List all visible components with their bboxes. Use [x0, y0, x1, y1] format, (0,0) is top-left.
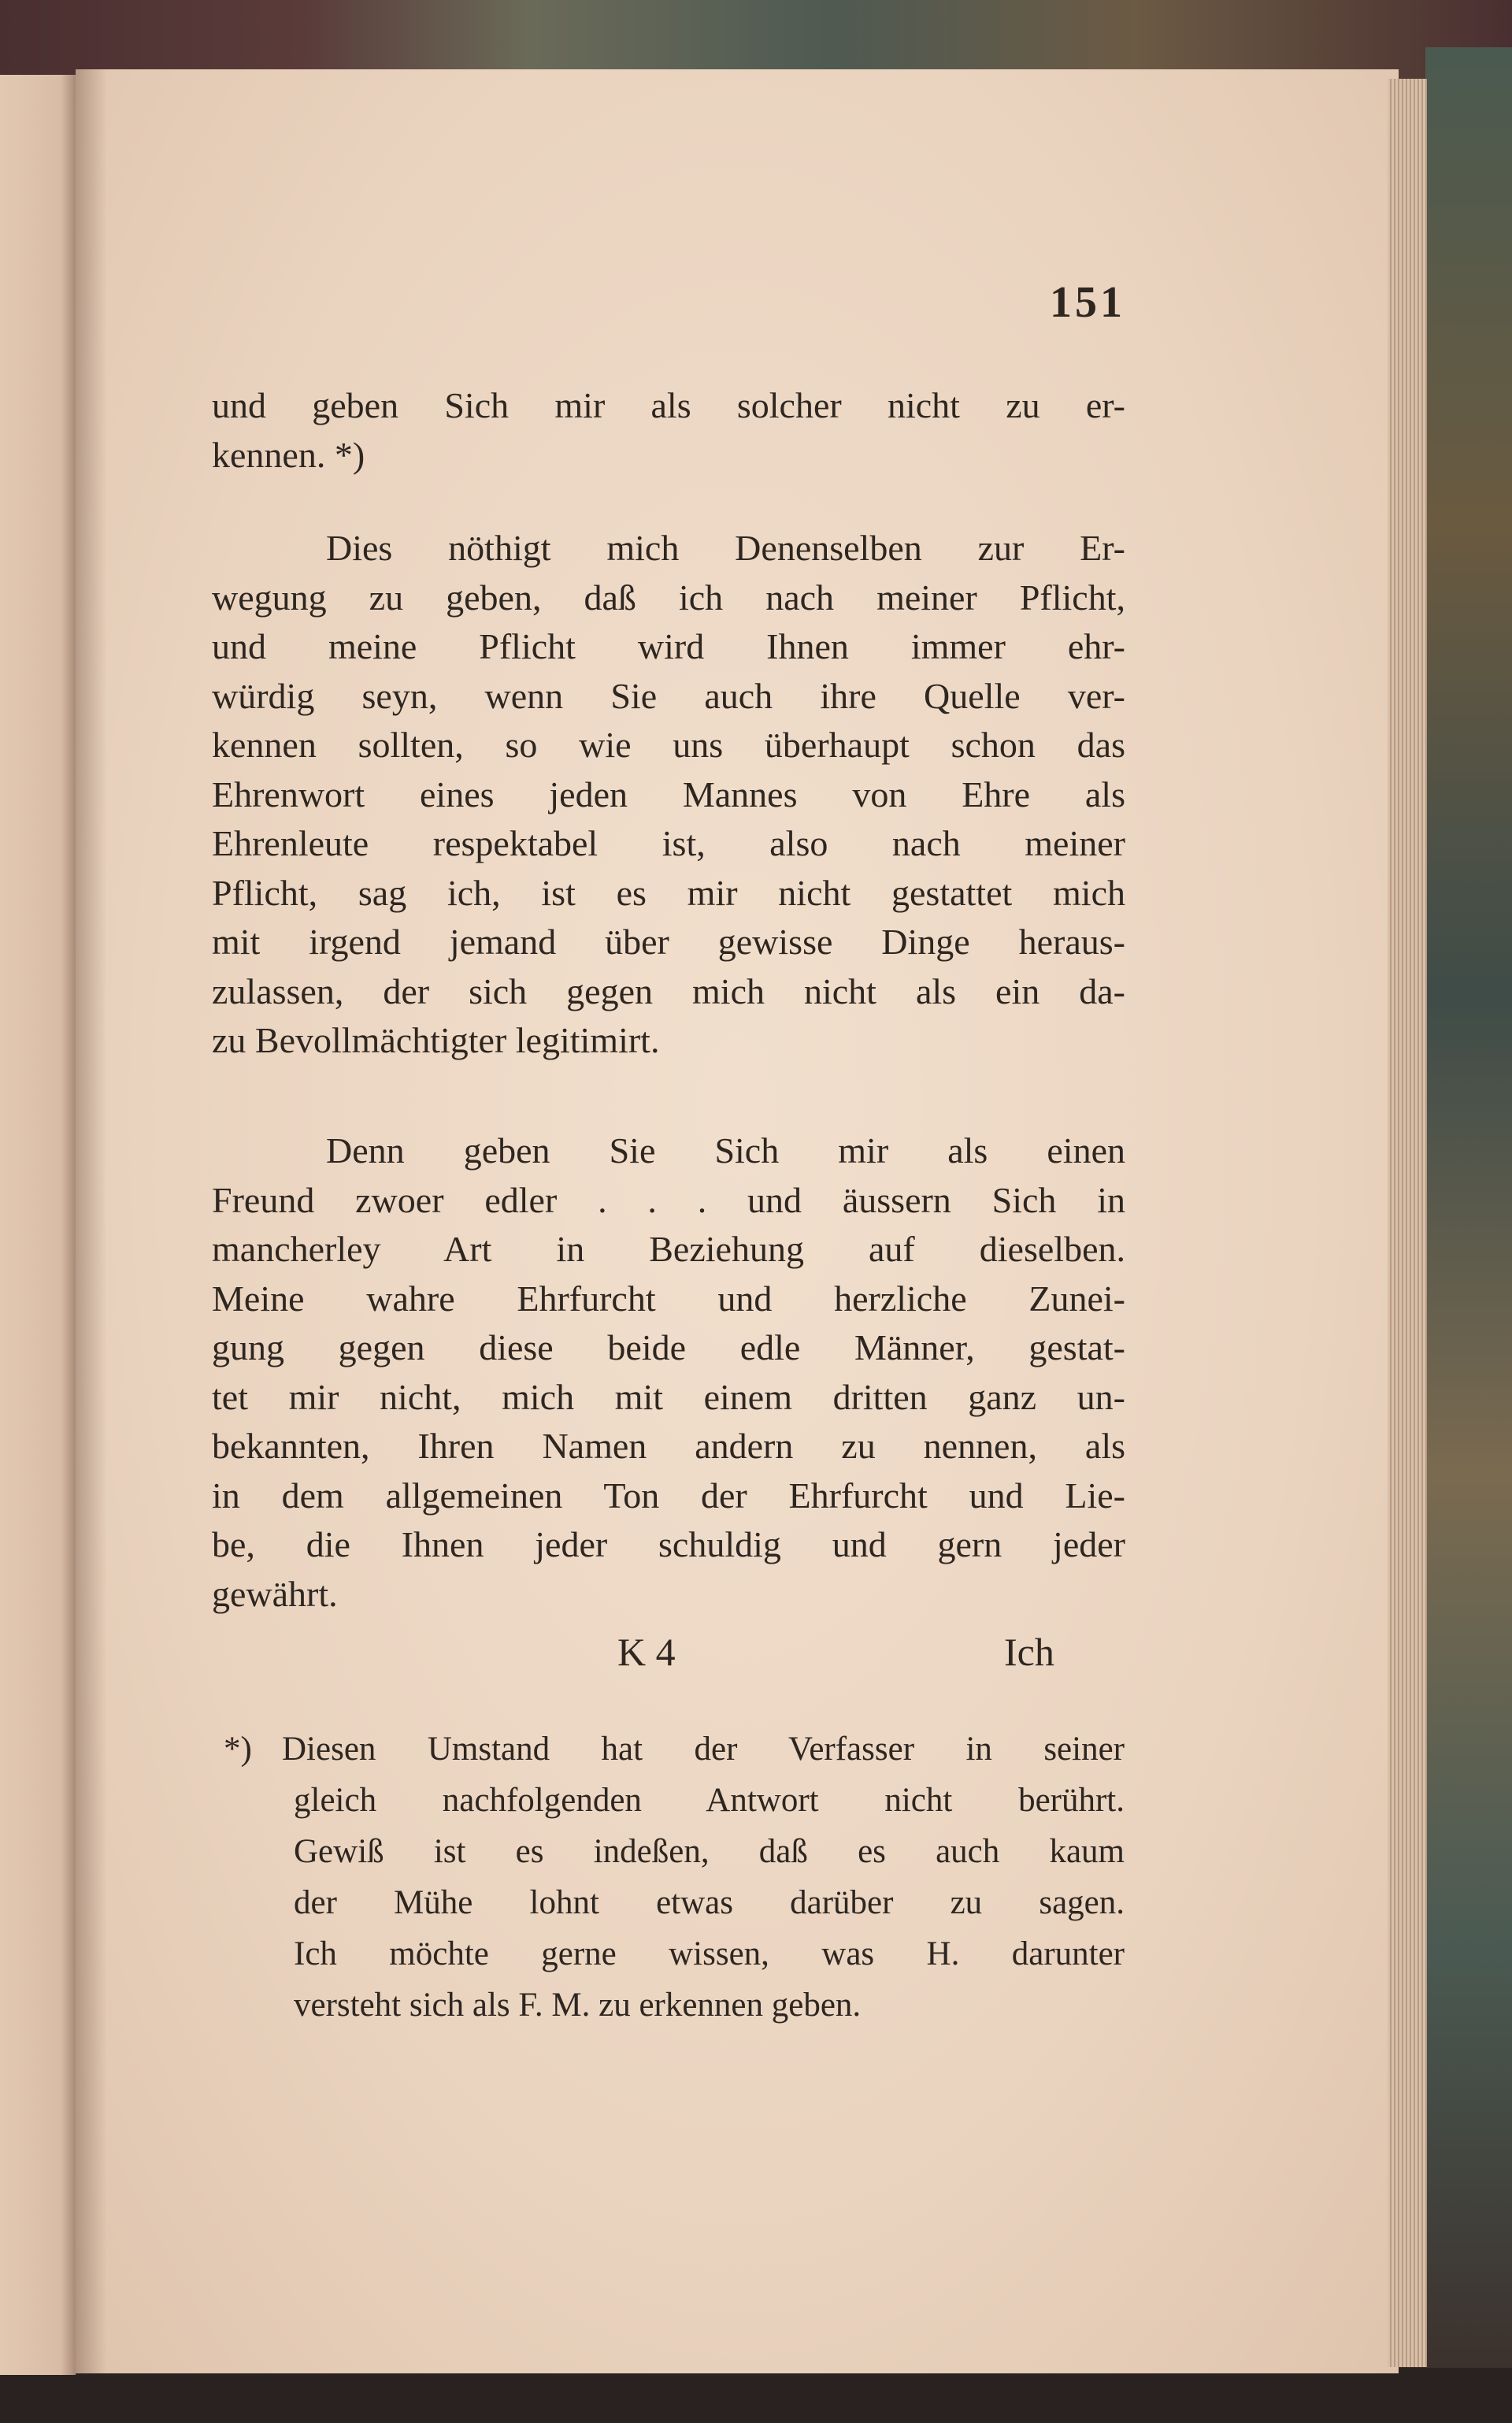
book-cover-top — [0, 0, 1512, 79]
catchword: Ich — [1004, 1630, 1054, 1674]
text-line: Dies nöthigt mich Denenselben zur Er- — [326, 528, 1125, 568]
page-edges — [1388, 79, 1427, 2367]
facing-page-edge — [0, 75, 76, 2375]
text-line: in dem allgemeinen Ton der Ehrfurcht und Lie- — [212, 1475, 1125, 1516]
footnote-marker: *) — [224, 1731, 252, 1768]
text-line: mancherley Art in Beziehung auf dieselben. — [212, 1229, 1125, 1269]
text-line: Ehrenleute respektabel ist, also nach meiner — [212, 823, 1125, 863]
page-number: 151 — [1050, 278, 1125, 327]
footnote-line: Diesen Umstand hat der Verfasser in seiner — [282, 1731, 1125, 1768]
footnote-line: der Mühe lohnt etwas darüber zu sagen. — [294, 1884, 1125, 1921]
text-line: Meine wahre Ehrfurcht und herzliche Zunei- — [212, 1278, 1125, 1319]
text-line: zulassen, der sich gegen mich nicht als ein da- — [212, 970, 1125, 1011]
text-line: wegung zu geben, daß ich nach meiner Pflicht, — [212, 577, 1125, 618]
text-line: zu Bevollmächtigter legitimirt. — [212, 1020, 660, 1060]
text-line: gung gegen diese beide edle Männer, gestat- — [212, 1327, 1125, 1367]
footnote-line: versteht sich als F. M. zu erkennen geben. — [294, 1987, 862, 2024]
spine-shadow — [76, 69, 107, 2373]
text-line: gewährt. — [212, 1573, 338, 1614]
text-line: und geben Sich mir als solcher nicht zu er- — [212, 385, 1125, 425]
text-line: be, die Ihnen jeder schuldig und gern jeder — [212, 1524, 1125, 1564]
text-line: bekannten, Ihren Namen andern zu nennen, als — [212, 1426, 1125, 1466]
signature-mark: K 4 — [617, 1630, 676, 1674]
text-line: und meine Pflicht wird Ihnen immer ehr- — [212, 626, 1125, 666]
text-line: würdig seyn, wenn Sie auch ihre Quelle ver- — [212, 675, 1125, 716]
text-line: kennen. *) — [212, 434, 365, 475]
book-cover-right — [1425, 47, 1512, 2423]
text-line: Ehrenwort eines jeden Mannes von Ehre als — [212, 774, 1125, 814]
footnote-line: Ich möchte gerne wissen, was H. darunter — [294, 1935, 1125, 1972]
footnote-line: Gewiß ist es indeßen, daß es auch kaum — [294, 1833, 1125, 1870]
text-line: Freund zwoer edler . . . und äussern Sich in — [212, 1179, 1125, 1220]
text-line: mit irgend jemand über gewisse Dinge heraus- — [212, 922, 1125, 962]
book-cover-bottom — [0, 2368, 1512, 2423]
text-line: Denn geben Sie Sich mir als einen — [326, 1130, 1125, 1171]
text-line: Pflicht, sag ich, ist es mir nicht gestattet mich — [212, 872, 1125, 913]
footnote-line: gleich nachfolgenden Antwort nicht berührt. — [294, 1782, 1125, 1819]
text-line: tet mir nicht, mich mit einem dritten ganz un- — [212, 1376, 1125, 1417]
text-line: kennen sollten, so wie uns überhaupt schon das — [212, 725, 1125, 765]
